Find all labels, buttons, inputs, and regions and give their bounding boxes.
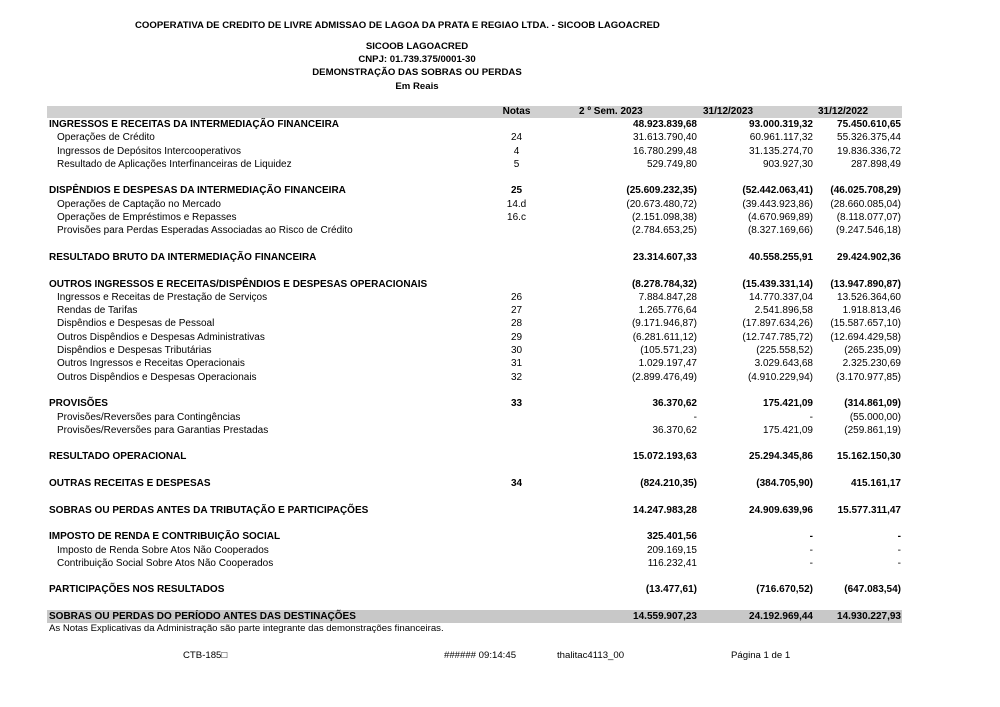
row-value-2023: 24.192.969,44	[749, 610, 813, 622]
row-value-2023: (384.705,90)	[756, 478, 813, 490]
row-value-2023: 93.000.319,32	[749, 119, 813, 130]
row-value-2sem2023: (13.477,61)	[645, 584, 697, 596]
footer-user: thalitac4113_00	[557, 650, 625, 661]
row-value-2023: (17.897.634,26)	[742, 318, 813, 330]
row-value-2023: 3.029.643,68	[754, 358, 813, 370]
row-value-2023: (4.910.229,94)	[747, 371, 813, 383]
row-note: 28	[510, 318, 523, 330]
item-row	[47, 224, 902, 237]
section-row	[47, 450, 902, 463]
row-note: 4	[513, 145, 520, 157]
row-value-2022: 13.526.364,60	[837, 291, 901, 303]
row-value-2023: 24.909.639,96	[749, 504, 813, 516]
row-value-2sem2023: 529.749,80	[646, 158, 697, 170]
row-note: 16.c	[507, 212, 526, 224]
section-row	[47, 118, 902, 131]
row-value-2sem2023: (6.281.611,12)	[632, 331, 697, 343]
row-label: Provisões/Reversões para Garantias Prestadas	[57, 424, 269, 436]
section-row	[47, 504, 902, 517]
row-label: PROVISÕES	[49, 398, 108, 410]
row-label: IMPOSTO DE RENDA E CONTRIBUIÇÃO SOCIAL	[49, 531, 281, 543]
row-value-2022: 14.930.227,93	[837, 610, 901, 622]
item-row	[47, 291, 902, 304]
row-value-2022: -	[897, 557, 901, 569]
row-value-2sem2023: 209.169,15	[646, 544, 697, 556]
column-header-31-12-2022: 31/12/2022	[818, 106, 869, 117]
row-label: Ingressos e Receitas de Prestação de Serviços	[57, 291, 268, 303]
row-value-2023: -	[809, 557, 813, 569]
row-value-2022: (259.861,19)	[844, 424, 901, 436]
row-value-2022: 2.325.230,69	[842, 358, 901, 370]
row-value-2022: 15.162.150,30	[837, 451, 901, 463]
row-value-2sem2023: (2.784.653,25)	[631, 225, 697, 237]
spacer	[47, 171, 902, 184]
row-value-2023: (12.747.785,72)	[742, 331, 813, 343]
item-row	[47, 544, 902, 557]
row-value-2023: 31.135.274,70	[749, 145, 813, 157]
row-value-2022: 415.161,17	[850, 478, 901, 490]
statement-table	[47, 106, 902, 623]
row-label: DISPÊNDIOS E DESPESAS DA INTERMEDIAÇÃO FINANCEIRA	[49, 185, 346, 197]
row-value-2sem2023: 325.401,56	[646, 531, 697, 543]
row-value-2sem2023: 14.247.983,28	[633, 504, 697, 516]
row-value-2sem2023: 36.370,62	[652, 398, 697, 410]
row-value-2022: 19.836.336,72	[837, 145, 901, 157]
row-value-2022: 1.918.813,46	[842, 305, 901, 317]
report-title: COOPERATIVA DE CREDITO DE LIVRE ADMISSAO DE LAGOA DA PRATA E REGIAO LTDA. - SICOOB LAGOACRED	[135, 20, 660, 31]
row-value-2sem2023: (8.278.784,32)	[631, 278, 697, 290]
footer-page-number: Página 1 de 1	[731, 650, 791, 661]
row-value-2022: (28.660.085,04)	[830, 198, 901, 210]
row-value-2022: 29.424.902,36	[837, 251, 901, 263]
row-value-2sem2023: (2.151.098,38)	[631, 212, 697, 224]
report-subtitle-currency: Em Reais	[395, 81, 439, 92]
item-row	[47, 145, 902, 158]
section-row	[47, 184, 902, 197]
row-note: 32	[510, 371, 523, 383]
row-note: 26	[510, 291, 523, 303]
column-header-2nd-sem-2023: 2 º Sem. 2023	[579, 106, 643, 117]
spacer	[47, 517, 902, 530]
row-value-2023: (716.670,52)	[756, 584, 813, 596]
row-value-2sem2023: 36.370,62	[652, 424, 697, 436]
item-row	[47, 557, 902, 570]
spacer	[47, 490, 902, 503]
row-label: RESULTADO BRUTO DA INTERMEDIAÇÃO FINANCEIRA	[49, 251, 317, 263]
report-subtitle-name: SICOOB LAGOACRED	[365, 41, 469, 52]
row-label: Resultado de Aplicações Interfinanceiras de Liquidez	[57, 158, 292, 170]
spacer	[47, 238, 902, 251]
row-label: Imposto de Renda Sobre Atos Não Cooperados	[57, 544, 269, 556]
footer-report-code: CTB-185□	[183, 650, 228, 661]
row-note: 34	[510, 478, 523, 490]
row-value-2sem2023: 7.884.847,28	[638, 291, 697, 303]
item-row	[47, 411, 902, 424]
row-label: SOBRAS OU PERDAS ANTES DA TRIBUTAÇÃO E PARTICIPAÇÕES	[49, 504, 369, 516]
row-value-2022: 15.577.311,47	[837, 504, 901, 516]
row-label: Provisões/Reversões para Contingências	[57, 411, 241, 423]
row-value-2023: 903.927,30	[762, 158, 813, 170]
row-value-2022: (8.118.077,07)	[836, 212, 901, 224]
row-note: 5	[513, 158, 520, 170]
row-value-2023: (225.558,52)	[756, 345, 813, 357]
item-row	[47, 344, 902, 357]
row-label: OUTRAS RECEITAS E DESPESAS	[49, 478, 211, 490]
row-value-2sem2023: 1.029.197,47	[638, 358, 697, 370]
row-note: 29	[510, 331, 523, 343]
row-value-2sem2023: 31.613.790,40	[633, 132, 697, 144]
spacer	[47, 570, 902, 583]
row-value-2sem2023: 14.559.907,23	[633, 610, 697, 622]
footnote: As Notas Explicativas da Administração são parte integrante das demonstrações financeiras.	[49, 623, 444, 634]
row-value-2023: 175.421,09	[762, 398, 813, 410]
row-value-2022: 55.326.375,44	[837, 132, 901, 144]
row-value-2023: (8.327.169,66)	[747, 225, 813, 237]
spacer	[47, 264, 902, 277]
row-value-2023: 2.541.896,58	[754, 305, 813, 317]
row-value-2sem2023: (2.899.476,49)	[631, 371, 697, 383]
row-value-2022: -	[897, 544, 901, 556]
final-total-row	[47, 610, 902, 623]
item-row	[47, 371, 902, 384]
spacer	[47, 597, 902, 610]
row-value-2sem2023: -	[693, 411, 697, 423]
row-value-2sem2023: 1.265.776,64	[638, 305, 697, 317]
row-value-2022: (15.587.657,10)	[830, 318, 901, 330]
item-row	[47, 131, 902, 144]
spacer	[47, 384, 902, 397]
row-note: 30	[510, 345, 523, 357]
row-label: Rendas de Tarifas	[57, 305, 138, 317]
row-value-2022: (46.025.708,29)	[830, 185, 901, 197]
row-value-2sem2023: (20.673.480,72)	[626, 198, 697, 210]
row-value-2022: (3.170.977,85)	[835, 371, 901, 383]
item-row	[47, 357, 902, 370]
row-value-2023: -	[809, 531, 813, 543]
row-label: SOBRAS OU PERDAS DO PERÍODO ANTES DAS DESTINAÇÕES	[49, 610, 356, 622]
row-value-2023: -	[809, 544, 813, 556]
row-label: Operações de Crédito	[57, 132, 155, 144]
row-value-2023: 40.558.255,91	[749, 251, 813, 263]
spacer	[47, 464, 902, 477]
column-header-notas: Notas	[502, 106, 531, 117]
row-label: Dispêndios e Despesas Tributárias	[57, 345, 212, 357]
row-label: Dispêndios e Despesas de Pessoal	[57, 318, 215, 330]
row-label: Outros Dispêndios e Despesas Operacionais	[57, 371, 257, 383]
spacer	[47, 437, 902, 450]
row-note: 14.d	[506, 198, 527, 210]
row-value-2023: -	[809, 411, 813, 423]
section-row	[47, 477, 902, 490]
row-label: Outros Dispêndios e Despesas Administrativas	[57, 331, 265, 343]
section-row	[47, 397, 902, 410]
item-row	[47, 158, 902, 171]
row-note: 31	[510, 358, 523, 370]
row-value-2sem2023: (9.171.946,87)	[631, 318, 697, 330]
row-value-2022: (12.694.429,58)	[830, 331, 901, 343]
row-value-2023: 60.961.117,32	[749, 132, 813, 144]
row-note: 33	[510, 398, 523, 410]
row-value-2022: (55.000,00)	[849, 411, 901, 423]
row-value-2023: 175.421,09	[762, 424, 813, 436]
row-label: Ingressos de Depósitos Intercooperativos	[57, 145, 241, 157]
item-row	[47, 198, 902, 211]
row-value-2sem2023: 48.923.839,68	[633, 119, 697, 130]
row-value-2022: -	[897, 531, 901, 543]
row-value-2sem2023: (25.609.232,35)	[626, 185, 697, 197]
row-label: Outros Ingressos e Receitas Operacionais	[57, 358, 245, 370]
row-value-2022: (647.083,54)	[844, 584, 901, 596]
row-value-2022: (265.235,09)	[844, 345, 901, 357]
row-value-2sem2023: (824.210,35)	[640, 478, 697, 490]
row-label: PARTICIPAÇÕES NOS RESULTADOS	[49, 584, 225, 596]
row-value-2022: (314.861,09)	[844, 398, 901, 410]
column-header-row	[47, 106, 902, 118]
row-value-2sem2023: 16.780.299,48	[633, 145, 697, 157]
row-label: Contribuição Social Sobre Atos Não Cooperados	[57, 557, 274, 569]
row-label: Provisões para Perdas Esperadas Associadas ao Risco de Crédito	[57, 225, 353, 237]
report-subtitle-cnpj: CNPJ: 01.739.375/0001-30	[358, 54, 476, 65]
item-row	[47, 304, 902, 317]
item-row	[47, 211, 902, 224]
row-value-2sem2023: (105.571,23)	[640, 345, 697, 357]
footer-timestamp: ###### 09:14:45	[444, 650, 517, 661]
item-row	[47, 424, 902, 437]
row-label: Operações de Captação no Mercado	[57, 198, 221, 210]
row-value-2023: (39.443.923,86)	[742, 198, 813, 210]
row-value-2022: (13.947.890,87)	[830, 278, 901, 290]
row-label: OUTROS INGRESSOS E RECEITAS/DISPÊNDIOS E DESPESAS OPERACIONAIS	[49, 278, 428, 290]
row-label: Operações de Empréstimos e Repasses	[57, 212, 237, 224]
item-row	[47, 317, 902, 330]
section-row	[47, 251, 902, 264]
row-value-2023: 14.770.337,04	[749, 291, 813, 303]
row-value-2023: 25.294.345,86	[749, 451, 813, 463]
row-label: INGRESSOS E RECEITAS DA INTERMEDIAÇÃO FINANCEIRA	[49, 119, 340, 130]
row-value-2022: 75.450.610,65	[837, 119, 901, 130]
row-label: RESULTADO OPERACIONAL	[49, 451, 187, 463]
row-value-2sem2023: 116.232,41	[647, 557, 697, 569]
section-row	[47, 583, 902, 596]
row-note: 27	[510, 305, 523, 317]
column-header-31-12-2023: 31/12/2023	[703, 106, 754, 117]
report-subtitle-statement: DEMONSTRAÇÃO DAS SOBRAS OU PERDAS	[312, 67, 522, 78]
section-row	[47, 530, 902, 543]
row-note: 24	[510, 132, 523, 144]
row-value-2023: (52.442.063,41)	[742, 185, 813, 197]
row-value-2sem2023: 15.072.193,63	[633, 451, 697, 463]
row-value-2sem2023: 23.314.607,33	[633, 251, 697, 263]
item-row	[47, 331, 902, 344]
section-row	[47, 278, 902, 291]
row-value-2023: (4.670.969,89)	[747, 212, 813, 224]
row-value-2022: 287.898,49	[850, 158, 901, 170]
row-note: 25	[510, 185, 523, 197]
row-value-2022: (9.247.546,18)	[835, 225, 901, 237]
row-value-2023: (15.439.331,14)	[742, 278, 813, 290]
